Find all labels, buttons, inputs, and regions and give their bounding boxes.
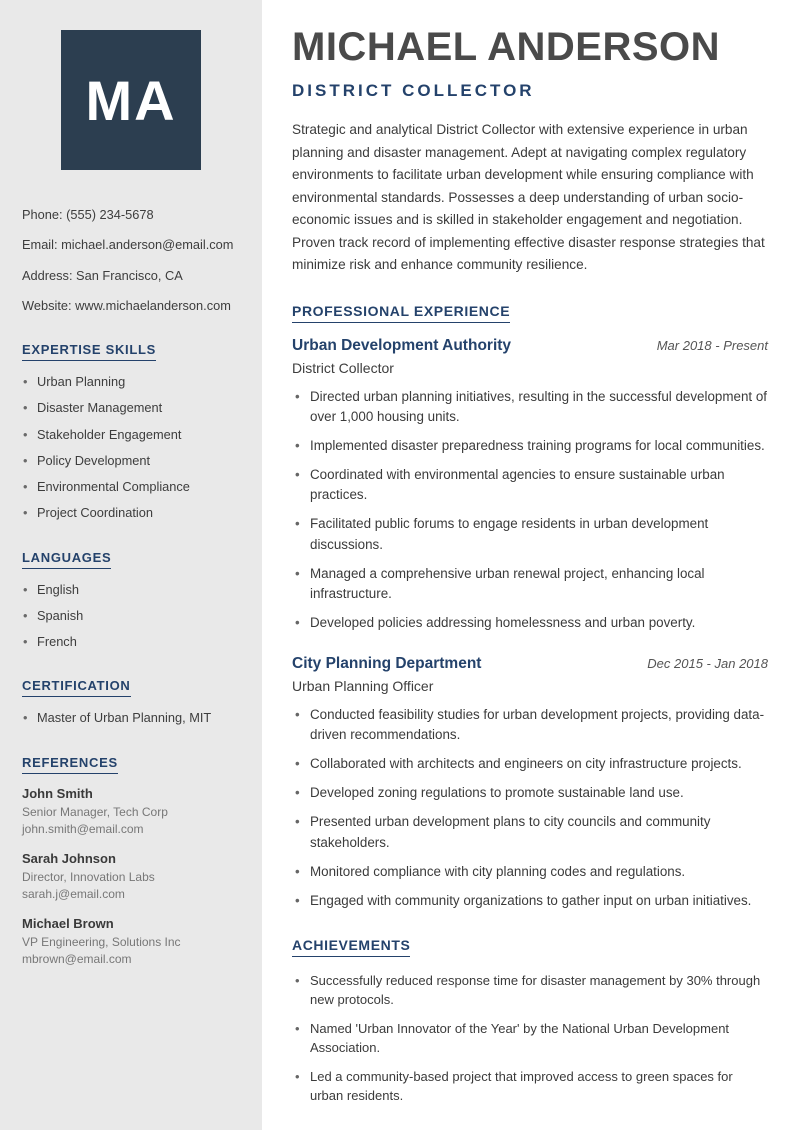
job-header: [292, 337, 768, 355]
experience-section: [292, 303, 768, 911]
job-bullet: • Monitored compliance with city planning codes and regulations.: [292, 862, 768, 882]
achievements-list: [292, 971, 768, 1106]
skill-item: • Environmental Compliance: [22, 478, 240, 495]
achievements-heading: ACHIEVEMENTS: [292, 937, 410, 957]
job-bullet: • Facilitated public forums to engage residents in urban development discussions.: [292, 514, 768, 554]
person-job-title: DISTRICT COLLECTOR: [292, 81, 535, 100]
achievement-item: • Led a community-based project that improved access to green spaces for urban residents.: [292, 1067, 768, 1106]
contact-email: Email: michael.anderson@email.com: [22, 237, 234, 253]
job-bullet: • Collaborated with architects and engineers on city infrastructure projects.: [292, 754, 768, 774]
skill-item: • Project Coordination: [22, 504, 240, 521]
job-header: [292, 655, 768, 673]
reference-email: john.smith@email.com: [22, 821, 144, 836]
job-role: Urban Planning Officer: [292, 678, 434, 695]
main-content: [262, 0, 800, 1130]
job-bullets: [292, 387, 768, 633]
skills-heading: EXPERTISE SKILLS: [22, 342, 156, 361]
company-name: Urban Development Authority: [292, 336, 512, 354]
company-name: City Planning Department: [292, 655, 482, 673]
job-bullet: • Implemented disaster preparedness training programs for local communities.: [292, 436, 768, 456]
languages-heading: LANGUAGES: [22, 550, 111, 569]
sidebar: [0, 0, 262, 1130]
skill-item: • Stakeholder Engagement: [22, 426, 240, 443]
language-item: • English: [22, 581, 240, 598]
reference-title: Senior Manager, Tech Corp: [22, 804, 168, 819]
job-bullet: • Directed urban planning initiatives, resulting in the successful development of over 1,000 housing units.: [292, 387, 768, 427]
languages-list: [22, 581, 240, 651]
page-title: MICHAEL ANDERSON: [292, 25, 721, 69]
job-bullet: • Conducted feasibility studies for urban development projects, providing data-driven recommendations.: [292, 705, 768, 745]
job-bullet: • Engaged with community organizations to gather input on urban initiatives.: [292, 891, 768, 911]
achievements-section: [292, 937, 768, 1106]
reference-title: Director, Innovation Labs: [22, 869, 155, 884]
job-entry: [292, 337, 768, 633]
contact-website: Website: www.michaelanderson.com: [22, 297, 231, 313]
references-heading: REFERENCES: [22, 755, 118, 774]
job-bullet: • Developed policies addressing homelessness and urban poverty.: [292, 613, 768, 633]
certification-heading: CERTIFICATION: [22, 678, 131, 697]
achievement-item: • Named 'Urban Innovator of the Year' by the National Urban Development Association.: [292, 1019, 768, 1058]
avatar: [61, 30, 201, 170]
reference-name: Michael Brown: [22, 915, 114, 931]
certification-list: [22, 709, 240, 726]
skills-list: [22, 373, 240, 522]
reference-name: Sarah Johnson: [22, 850, 116, 866]
job-bullet: • Presented urban development plans to city councils and community stakeholders.: [292, 812, 768, 852]
skill-item: • Disaster Management: [22, 399, 240, 416]
language-item: • French: [22, 633, 240, 650]
skills-section: [22, 341, 240, 522]
certification-item: • Master of Urban Planning, MIT: [22, 709, 240, 726]
reference-email: mbrown@email.com: [22, 951, 132, 966]
contact-phone: Phone: (555) 234-5678: [22, 207, 154, 222]
job-bullet: • Managed a comprehensive urban renewal project, enhancing local infrastructure.: [292, 564, 768, 604]
summary-paragraph: Strategic and analytical District Collector with extensive experience in urban planning and disaster management. Adept at navigating complex regulatory environments to facilitate urban development while ensuring compliance with environmental standards. Possesses a deep understanding of urban socio-economic issues and is skilled in stakeholder engagement and negotiation. Proven track record of implementing effective disaster response strategies that minimize risk and enhance community resilience.: [292, 122, 765, 273]
contact-section: [22, 206, 240, 314]
reference-card: [22, 786, 240, 836]
reference-title: VP Engineering, Solutions Inc: [22, 934, 181, 949]
reference-card: [22, 851, 240, 901]
job-role: District Collector: [292, 359, 394, 376]
contact-address: Address: San Francisco, CA: [22, 267, 183, 283]
job-bullet: • Developed zoning regulations to promote sustainable land use.: [292, 783, 768, 803]
avatar-initials: MA: [85, 68, 177, 132]
experience-heading: PROFESSIONAL EXPERIENCE: [292, 303, 510, 323]
job-dates: Dec 2015 - Jan 2018: [647, 656, 768, 672]
language-item: • Spanish: [22, 607, 240, 624]
reference-card: [22, 916, 240, 966]
job-entry: [292, 655, 768, 911]
achievement-item: • Successfully reduced response time for disaster management by 30% through new protocols.: [292, 971, 768, 1010]
certification-section: [22, 677, 240, 726]
skill-item: • Policy Development: [22, 452, 240, 469]
languages-section: [22, 549, 240, 651]
job-bullets: [292, 705, 768, 911]
job-bullet: • Coordinated with environmental agencies to ensure sustainable urban practices.: [292, 465, 768, 505]
references-section: [22, 754, 240, 966]
reference-name: John Smith: [22, 785, 93, 801]
job-dates: Mar 2018 - Present: [656, 337, 768, 353]
skill-item: • Urban Planning: [22, 373, 240, 390]
reference-email: sarah.j@email.com: [22, 886, 125, 901]
